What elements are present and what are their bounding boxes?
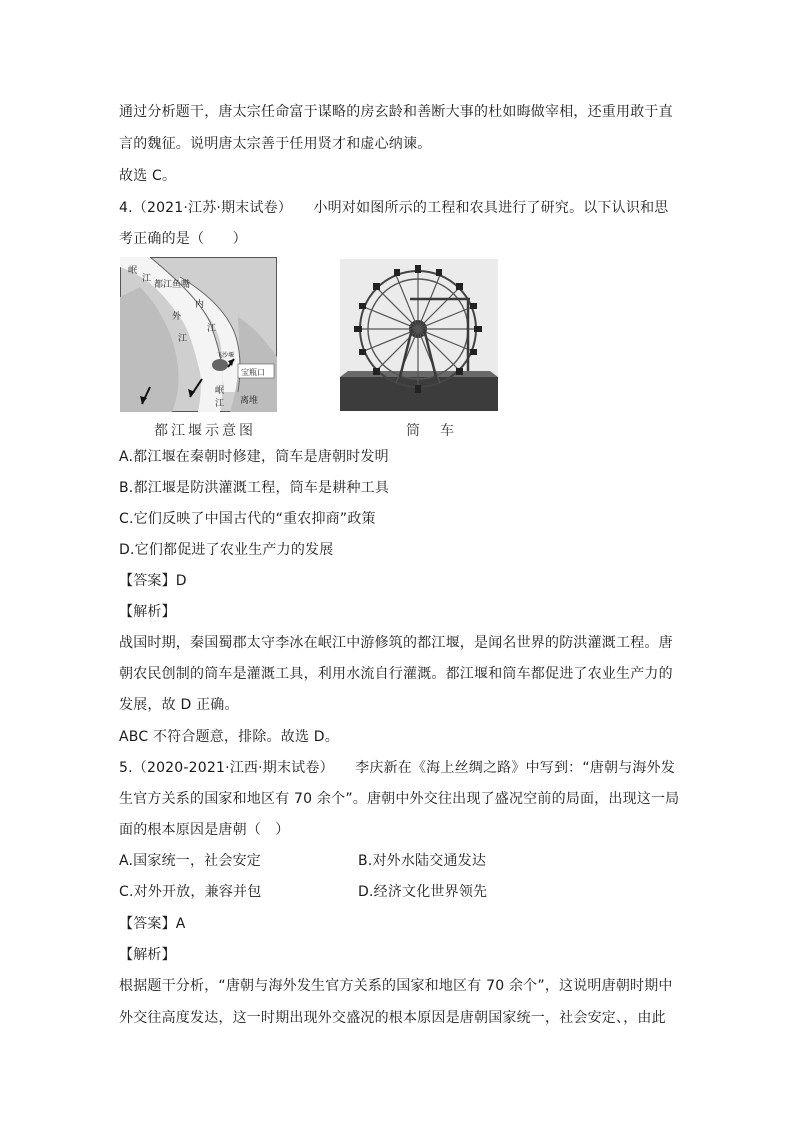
q5-stem-line-1: 5.（2020-2021·江西·期末试卷） 李庆新在《海上丝绸之路》中写到：“唐朝与海外发 [119,760,676,776]
label-lidui: 离堆 [240,396,259,406]
q4-answer: 【答案】D [119,573,187,589]
q4-stem-line-2: 考正确的是（ ） [119,231,247,247]
q5-stem-line-3: 面的根本原因是唐朝（ ） [119,822,290,838]
q4-analysis-line-3: 发展，故 D 正确。 [119,697,239,713]
dujiangyan-diagram [120,257,277,416]
q4-option-b: B.都江堰是防洪灌溉工程，筒车是耕种工具 [119,480,390,496]
q4-analysis-line-1: 战国时期，秦国蜀郡太守李冰在岷江中游修筑的都江堰，是闻名世界的防洪灌溉工程。唐 [119,635,673,651]
explanation-line-2: 言的魏征。说明唐太宗善于任用贤才和虚心纳谏。 [119,136,432,152]
label-jiang-nei: 江 [207,324,217,334]
q5-option-c: C.对外开放，兼容并包 [119,884,262,900]
label-nei: 内 [195,300,205,310]
q4-option-c: C.它们反映了中国古代的“重农抑商”政策 [119,511,376,527]
waterwheel-caption: 筒 车 [406,423,457,439]
q4-option-a: A.都江堰在秦朝时修建，筒车是唐朝时发明 [119,449,389,465]
q4-analysis-line-4: ABC 不符合题意，排除。故选 D。 [119,729,339,745]
q4-analysis-line-2: 朝农民创制的筒车是灌溉工具，利用水流自行灌溉。都江堰和筒车都促进了农业生产力的 [119,666,673,682]
q5-analysis-line-2: 外交往高度发达，这一时期出现外交盛况的根本原因是唐朝国家统一，社会安定、，由此 [119,1010,666,1026]
explanation-conclusion: 故选 C。 [119,168,177,184]
label-jiang-2: 江 [215,399,225,409]
label-jiang-wai: 江 [178,334,188,344]
q5-option-a: A.国家统一，社会安定 [119,853,261,869]
label-min-1: 岷 [128,266,138,276]
q4-stem-line-1: 4.（2021·江苏·期末试卷） 小明对如图所示的工程和农具进行了研究。以下认识和思 [119,200,669,216]
q5-answer: 【答案】A [119,916,186,932]
waterwheel-photo [340,259,498,415]
label-yuzui: 都江鱼嘴 [154,280,191,290]
q4-analysis-title: 【解析】 [119,604,176,620]
q4-option-d: D.它们都促进了农业生产力的发展 [119,542,334,558]
q5-option-b: B.对外水陆交通发达 [358,853,487,869]
explanation-line-1: 通过分析题干，唐太宗任命富于谋略的房玄龄和善断大事的杜如晦做宰相，还重用敢于直 [119,104,673,120]
label-wai: 外 [172,312,182,322]
label-feisha: 飞沙堰 [216,352,235,359]
label-baoping: 宝瓶口 [241,368,265,377]
q5-stem-line-2: 生官方关系的国家和地区有 70 余个”。唐朝中外交往出现了盛况空前的局面，出现这一局 [119,791,680,807]
label-jiang-1: 江 [142,274,152,284]
label-min-2: 岷 [215,386,225,396]
dujiangyan-caption: 都江堰示意图 [154,423,256,439]
q5-analysis-line-1: 根据题干分析，“唐朝与海外发生官方关系的国家和地区有 70 余个”，这说明唐朝时期中 [119,978,673,994]
q5-option-d: D.经济文化世界领先 [358,884,488,900]
q5-analysis-title: 【解析】 [119,947,176,963]
